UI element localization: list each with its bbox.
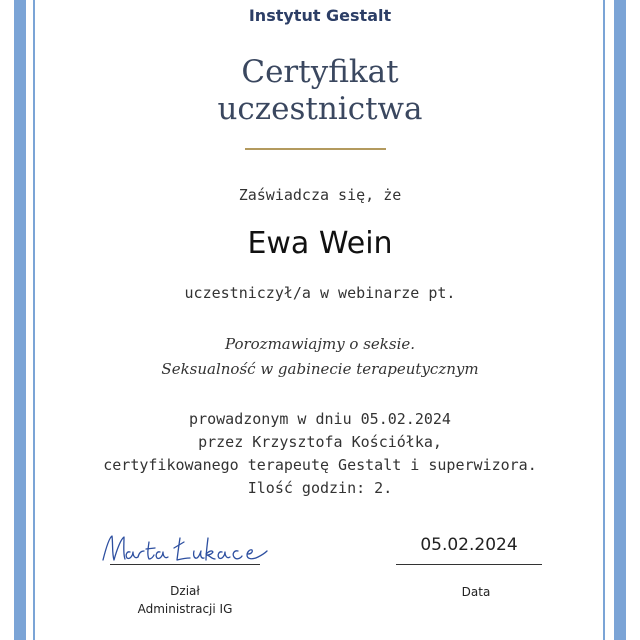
details-hours-line: Ilość godzin: 2. [247,479,393,497]
signature-line [110,564,260,565]
webinar-title-line-2: Seksualność w gabinecie terapeutycznym [161,360,479,378]
date-line [396,564,542,565]
participation-statement: uczestniczył/a w webinarze pt. [184,284,456,302]
issue-date: 05.02.2024 [420,535,518,555]
certificate-title [0,54,640,128]
date-label: Data [461,585,491,599]
title-divider [245,148,386,150]
webinar-title [0,332,640,382]
signer-department-line-2: Administracji IG [137,602,233,616]
institute-name: Instytut Gestalt [248,6,392,25]
details-trainer-line: przez Krzysztofa Kościółka, [198,433,442,451]
participant-name: Ewa Wein [247,226,393,261]
signer-department [110,582,260,618]
signer-department-line-1: Dział [170,584,200,598]
certificate-title-line-1: Certyfikat [241,54,399,90]
details-credentials-line: certyfikowanego terapeutę Gestalt i superwizora. [103,456,537,474]
details-date-line: prowadzonym w dniu 05.02.2024 [189,410,451,428]
webinar-title-line-1: Porozmawiajmy o seksie. [224,335,416,353]
webinar-details [0,408,640,500]
certification-lead: Zaświadcza się, że [238,186,402,204]
certificate-title-line-2: uczestnictwa [217,91,423,127]
